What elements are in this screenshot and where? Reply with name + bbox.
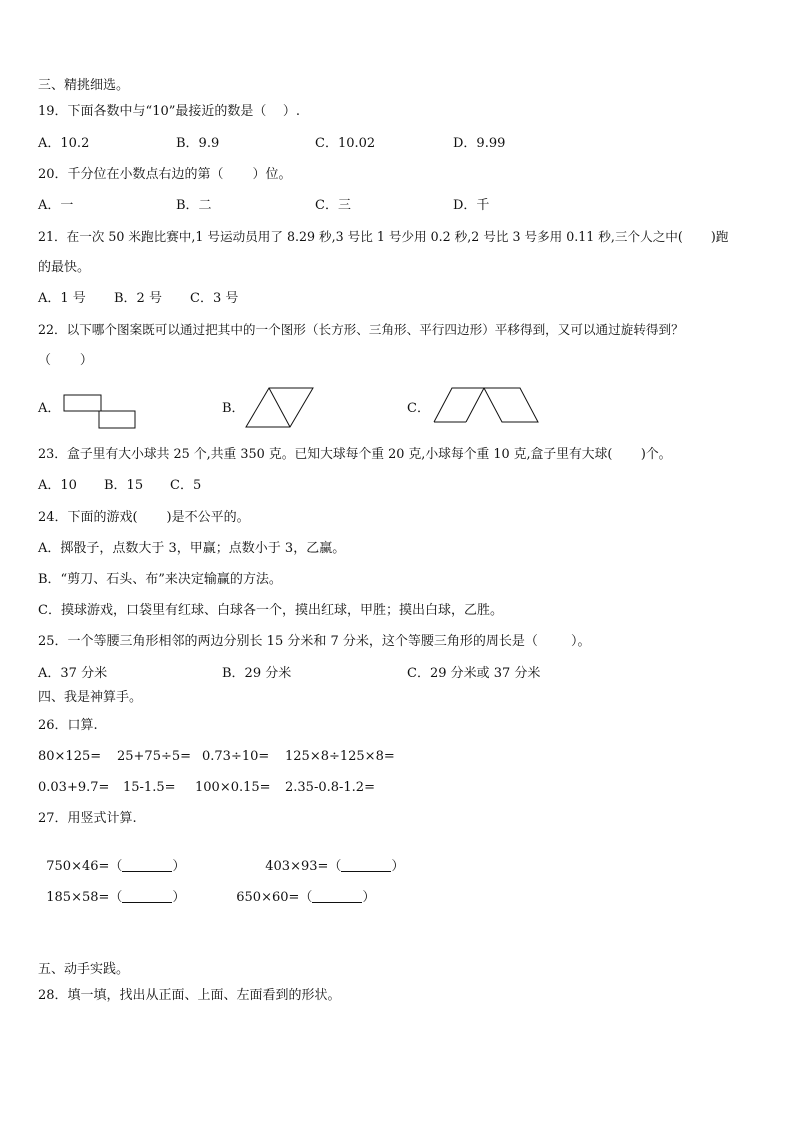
close-paren: ） [172,890,186,905]
answer-blank[interactable] [122,890,172,903]
oral-calc-item: 0.03+9.7= [38,780,110,795]
vertical-calc-expression: 650×60=（ [236,890,313,905]
question-25: 25．一个等腰三角形相邻的两边分别长 15 分米和 7 分米，这个等腰三角形的周长是（ ）。 [38,634,591,649]
q22-option-c: C． [407,401,430,416]
q20-option-d: D．千 [453,198,490,213]
q22-figure-b [244,386,316,430]
question-27: 27．用竖式计算. [38,811,137,826]
q19-option-b: B．9.9 [176,136,220,151]
section-title-4: 四、我是神算手。 [38,690,143,705]
q25-option-a: A．37 分米 [38,666,108,681]
q19-option-d: D．9.99 [453,136,506,151]
vertical-calc-item-1 [38,843,185,875]
question-24: 24．下面的游戏( )是不公平的。 [38,510,250,525]
answer-blank[interactable] [122,859,172,872]
q20-option-b: B．二 [176,198,212,213]
question-22: 22．以下哪个图案既可以通过把其中的一个图形（长方形、三角形、平行四边形）平移得到，又可以通过旋转得到？ [38,322,684,337]
question-21: 21．在一次 50 米跑比赛中,1 号运动员用了 8.29 秒,3 号比 1 号少用 0.2 秒,2 号比 3 号多用 0.11 秒,三个人之中( )跑 [38,229,729,244]
q25-option-c: C．29 分米或 37 分米 [407,666,541,681]
q23-option-b: B．15 [104,478,144,493]
close-paren: ） [172,859,186,874]
close-paren: ） [362,890,376,905]
question-23: 23．盒子里有大小球共 25 个,共重 350 克。已知大球每个重 20 克,小球每个重 10 克,盒子里有大球( )个。 [38,447,672,462]
section-title-3: 三、精挑细选。 [38,78,130,93]
question-26: 26．口算. [38,718,98,733]
close-paren: ） [391,859,405,874]
answer-blank[interactable] [312,890,362,903]
q24-option-c: C．摸球游戏，口袋里有红球、白球各一个，摸出红球，甲胜；摸出白球，乙胜。 [38,603,503,618]
oral-calc-item: 25+75÷5= [117,749,192,764]
vertical-calc-expression: 750×46=（ [46,859,123,874]
q19-option-a: A．10.2 [38,136,90,151]
q24-option-b: B．“剪刀、石头、布”来决定输赢的方法。 [38,572,282,587]
oral-calc-item: 2.35-0.8-1.2= [285,780,375,795]
q22-option-b: B． [222,401,245,416]
q23-option-c: C．5 [170,478,202,493]
q22-option-a: A． [38,401,61,416]
answer-blank[interactable] [341,859,391,872]
q20-option-c: C．三 [315,198,351,213]
q24-option-a: A．掷骰子，点数大于 3，甲赢；点数小于 3，乙赢。 [38,541,346,556]
oral-calc-item: 15-1.5= [123,780,176,795]
q25-option-b: B．29 分米 [222,666,292,681]
q20-option-a: A．一 [38,198,74,213]
oral-calc-item: 125×8÷125×8= [285,749,395,764]
question-22-cont: （ ） [38,353,93,368]
q23-option-a: A．10 [38,478,77,493]
vertical-calc-expression: 185×58=（ [46,890,123,905]
question-28: 28．填一填，找出从正面、上面、左面看到的形状。 [38,988,341,1003]
question-21-cont: 的最快。 [38,260,91,275]
vertical-calc-expression: 403×93=（ [265,859,342,874]
oral-calc-item: 80×125= [38,749,102,764]
q22-figure-a [62,392,138,432]
q19-option-c: C．10.02 [315,136,376,151]
vertical-calc-item-3 [38,874,185,906]
q21-option-c: C．3 号 [190,291,239,306]
question-20: 20．千分位在小数点右边的第（ ）位。 [38,167,292,182]
q21-option-b: B．2 号 [114,291,162,306]
question-19: 19．下面各数中与“10”最接近的数是（ ）. [38,104,301,119]
vertical-calc-item-4 [228,874,375,906]
q22-figure-c [432,386,542,426]
oral-calc-item: 0.73÷10= [202,749,270,764]
oral-calc-item: 100×0.15= [195,780,271,795]
vertical-calc-item-2 [257,843,404,875]
q21-option-a: A．1 号 [38,291,86,306]
section-title-5: 五、动手实践。 [38,962,130,977]
